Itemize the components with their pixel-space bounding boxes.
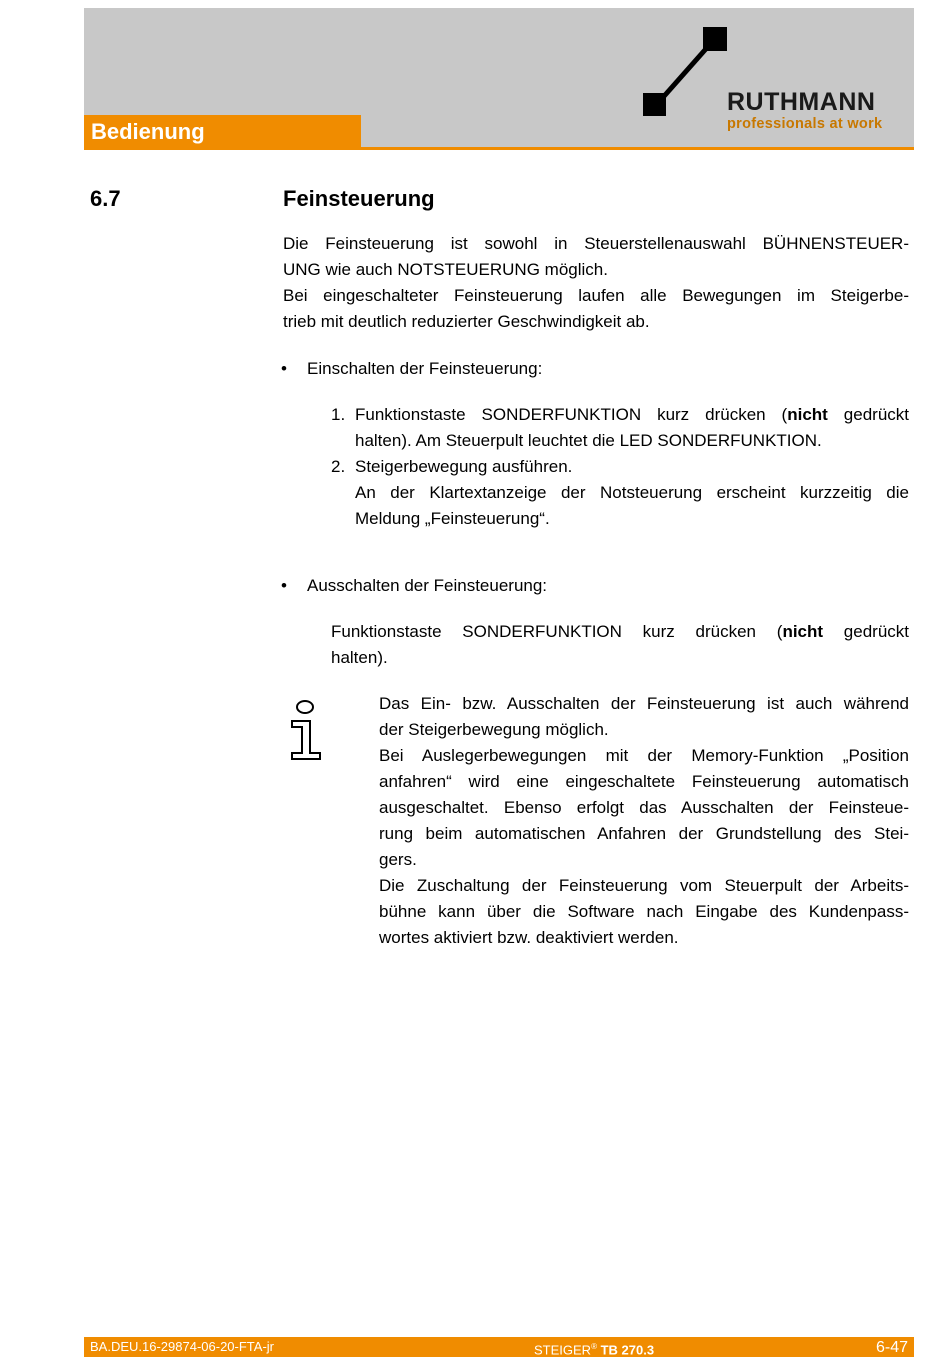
intro-paragraph: [283, 231, 909, 335]
disable-line: [331, 619, 909, 645]
step-1-text: [355, 402, 909, 454]
step-2-text: [355, 454, 909, 532]
step-number: 1.: [331, 405, 346, 424]
disable-emphasis: nicht: [782, 622, 824, 641]
bullet-icon: •: [281, 359, 287, 378]
footer-doc-id: BA.DEU.16-29874-06-20-FTA-jr: [90, 1339, 274, 1354]
intro-line: Die Feinsteuerung ist sowohl in Steuerstellenauswahl BÜHNENSTEUER-: [283, 234, 909, 253]
info-line: gers.: [379, 850, 417, 869]
info-line: Die Zuschaltung der Feinsteuerung vom Steuerpult der Arbeits-: [379, 876, 909, 895]
info-line: ausgeschaltet. Ebenso erfolgt das Ausschalten der Feinsteue-: [379, 798, 909, 817]
step-1-text-a: Funktionstaste SONDERFUNKTION kurz drücken (: [355, 405, 788, 424]
brand-tagline: professionals at work: [727, 116, 883, 132]
page-footer: [84, 1337, 914, 1357]
step-2-line: An der Klartextanzeige der Notsteuerung erscheint kurzzeitig die: [355, 483, 909, 502]
info-line: anfahren“ wird eine eingeschaltete Feinsteuerung automatisch: [379, 772, 909, 791]
bullet-icon: •: [281, 576, 287, 595]
footer-registered-mark: ®: [591, 1342, 597, 1351]
disable-text: [331, 619, 909, 671]
info-line: rung beim automatischen Anfahren der Grundstellung des Stei-: [379, 824, 909, 843]
disable-text-a: Funktionstaste SONDERFUNKTION kurz drücken (: [331, 622, 783, 641]
footer-product: [534, 1337, 654, 1360]
section-title: Feinsteuerung: [283, 186, 435, 211]
brand-name: RUTHMANN: [727, 88, 876, 116]
info-line: wortes aktiviert bzw. deaktiviert werden.: [379, 928, 679, 947]
step-1-line: halten). Am Steuerpult leuchtet die LED SONDERFUNKTION.: [355, 431, 822, 450]
step-1-line: [355, 402, 909, 428]
intro-line: Bei eingeschalteter Feinsteuerung laufen alle Bewegungen im Steigerbe-: [283, 286, 909, 305]
intro-line: UNG wie auch NOTSTEUERUNG möglich.: [283, 260, 608, 279]
step-number: 2.: [331, 457, 346, 476]
step-2-line: Meldung „Feinsteuerung“.: [355, 509, 550, 528]
enable-label: Einschalten der Feinsteuerung:: [307, 359, 543, 378]
step-1-text-b: gedrückt: [827, 405, 909, 424]
info-icon: [288, 697, 324, 761]
disable-text-b: gedrückt: [823, 622, 909, 641]
step-2-line: Steigerbewegung ausführen.: [355, 457, 573, 476]
intro-line: trieb mit deutlich reduzierter Geschwindigkeit ab.: [283, 312, 650, 331]
step-1-emphasis: nicht: [787, 405, 828, 424]
disable-label: Ausschalten der Feinsteuerung:: [307, 576, 548, 595]
section-number: 6.7: [90, 186, 121, 211]
section-tab: Bedienung: [84, 115, 361, 148]
info-line: bühne kann über die Software nach Eingabe des Kundenpass-: [379, 902, 909, 921]
info-line: Bei Auslegerbewegungen mit der Memory-Funktion „Position: [379, 746, 909, 765]
info-line: Das Ein- bzw. Ausschalten der Feinsteuerung ist auch während: [379, 694, 909, 713]
footer-product-prefix: STEIGER: [534, 1342, 592, 1358]
info-line: der Steigerbewegung möglich.: [379, 720, 609, 739]
disable-line: halten).: [331, 648, 388, 667]
footer-product-model: TB 270.3: [600, 1342, 655, 1358]
footer-page-number: 6-47: [875, 1339, 908, 1356]
info-paragraph: [379, 691, 909, 951]
